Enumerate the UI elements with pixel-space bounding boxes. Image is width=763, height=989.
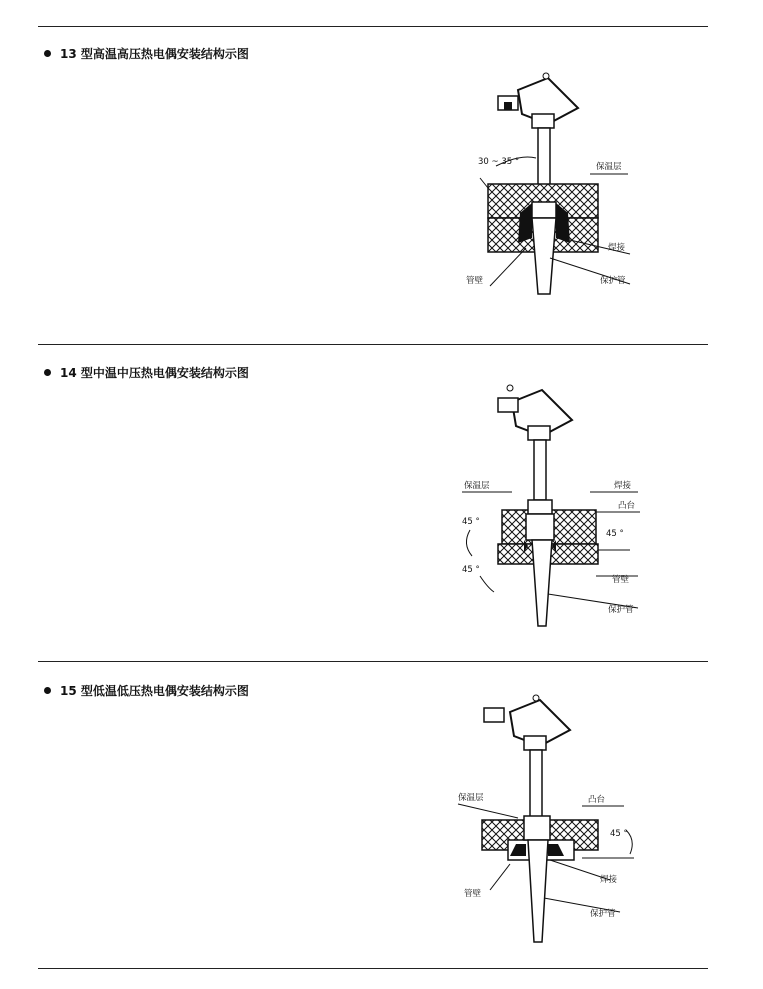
weld-label: 焊接: [600, 875, 618, 885]
section-heading-15: [44, 682, 249, 699]
bullet-icon: [44, 50, 51, 57]
angle-left-bottom-label: 45 °: [462, 565, 480, 575]
angle-right-label: 45 °: [606, 529, 624, 539]
section-divider-2: [38, 661, 708, 662]
boss-label: 凸台: [588, 795, 606, 805]
terminal-head-icon: [498, 385, 572, 440]
boss-label: 凸台: [618, 501, 636, 511]
diagram-type-13: [440, 68, 670, 308]
weld-label: 焊接: [608, 243, 626, 253]
bullet-icon: [44, 369, 51, 376]
tube-label: 保护管: [608, 605, 634, 615]
wall-label: 管壁: [464, 889, 482, 899]
insulation-label: 保温层: [596, 162, 622, 172]
bottom-rule: [38, 968, 708, 969]
protective-tube: [532, 218, 556, 294]
bullet-icon: [44, 687, 51, 694]
tube-label: 保护管: [590, 909, 616, 919]
diagram-type-15: [440, 690, 670, 950]
section-title: 15 型低温低压热电偶安装结构示图: [60, 684, 249, 698]
diagram-type-14: [440, 380, 670, 640]
protective-tube: [528, 840, 548, 942]
tube-label: 保护管: [600, 276, 626, 286]
section-heading-13: [44, 45, 249, 62]
top-rule: [38, 26, 708, 27]
terminal-head-icon: [484, 695, 570, 750]
angle-left-top-label: 45 °: [462, 517, 480, 527]
section-divider-1: [38, 344, 708, 345]
angle-right-label: 45 °: [610, 829, 628, 839]
insulation-label: 保温层: [458, 793, 484, 803]
wall-label: 管壁: [466, 276, 484, 286]
weld-label: 焊接: [614, 481, 632, 491]
protective-tube: [532, 540, 552, 626]
insulation-label: 保温层: [464, 481, 490, 491]
terminal-head-icon: [498, 73, 578, 128]
section-title: 13 型高温高压热电偶安装结构示图: [60, 47, 249, 61]
section-title: 14 型中温中压热电偶安装结构示图: [60, 366, 249, 380]
wall-label: 管壁: [612, 575, 630, 585]
angle-label: 30 ~ 35 °: [478, 157, 520, 167]
section-heading-14: [44, 364, 249, 381]
